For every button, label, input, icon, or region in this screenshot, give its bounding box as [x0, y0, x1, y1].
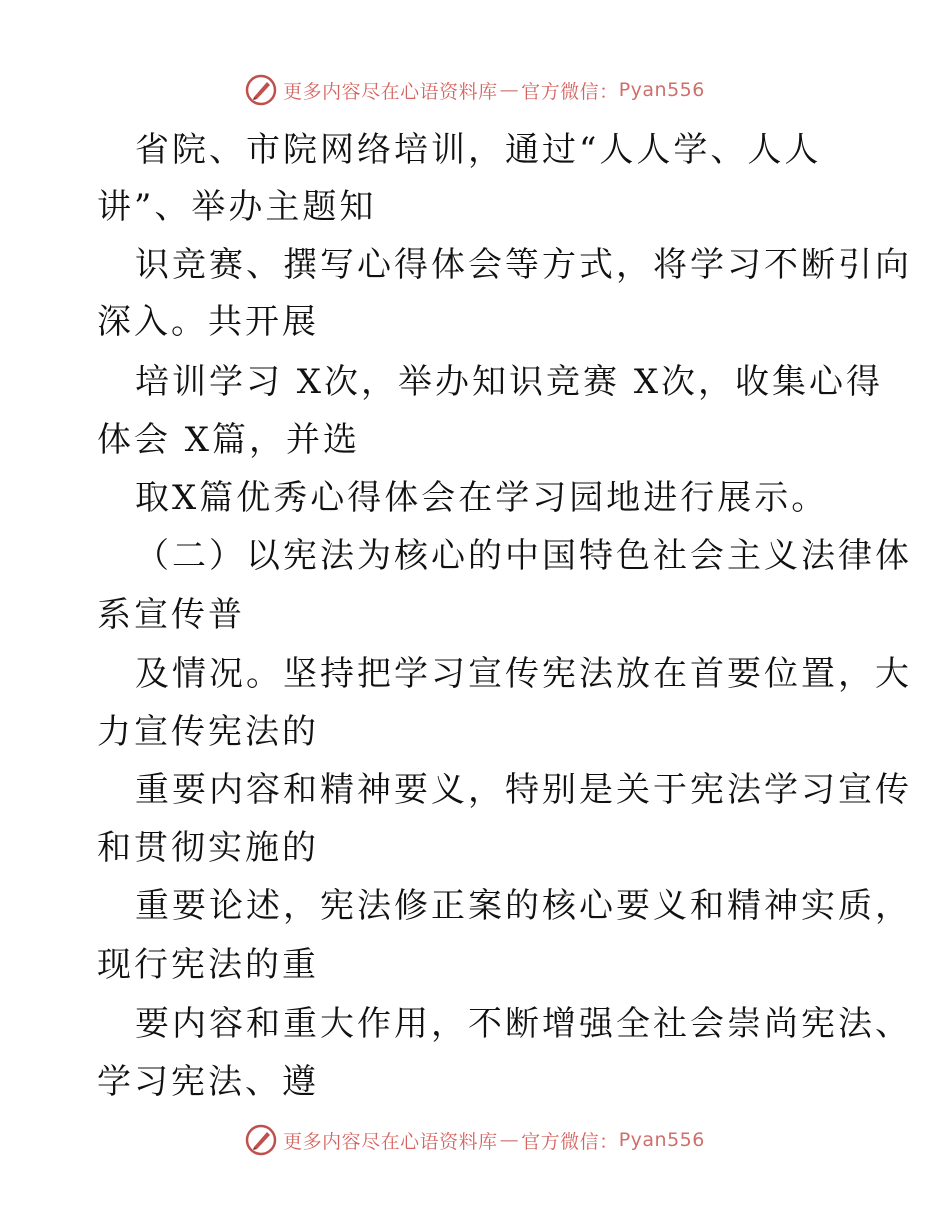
text-line: 讲”、举办主题知: [97, 187, 377, 227]
header-watermark: [0, 70, 950, 110]
text-line: 要内容和重大作用，不断增强全社会崇尚宪法、: [135, 1004, 912, 1044]
watermark-separator: —: [499, 79, 520, 101]
watermark-text: 更多内容尽在心语资料库: [283, 80, 498, 103]
text-line: 重要内容和精神要义，特别是关于宪法学习宣传: [135, 770, 912, 810]
text-line: 力宣传宪法的: [97, 712, 319, 752]
text-line: 省院、市院网络培训，通过“人人学、人人: [135, 130, 822, 170]
pen-logo-icon: [245, 1124, 277, 1156]
text-line: 学习宪法、遵: [97, 1062, 319, 1102]
text-line: 体会 X篇，并选: [97, 420, 361, 460]
watermark-text: 更多内容尽在心语资料库: [283, 1130, 498, 1153]
text-line: 和贯彻实施的: [97, 828, 319, 868]
watermark-account: Pyan556: [618, 1129, 705, 1151]
watermark-separator: —: [499, 1129, 520, 1151]
text-line: 重要论述，宪法修正案的核心要义和精神实质，: [135, 886, 912, 926]
text-line: 培训学习 X次，举办知识竞赛 X次，收集心得: [135, 362, 884, 402]
watermark-account: Pyan556: [618, 79, 705, 101]
watermark-label: 官方微信：: [521, 1130, 619, 1153]
footer-watermark: [0, 1120, 950, 1160]
text-line: 系宣传普: [97, 595, 245, 635]
pen-logo-icon: [245, 74, 277, 106]
text-line: 深入。共开展: [97, 302, 319, 342]
text-line: 及情况。坚持把学习宣传宪法放在首要位置，大: [135, 654, 912, 694]
text-line: 取X篇优秀心得体会在学习园地进行展示。: [135, 478, 829, 518]
watermark-label: 官方微信：: [521, 80, 619, 103]
section-heading: （二）以宪法为核心的中国特色社会主义法律体: [135, 536, 912, 576]
text-line: 现行宪法的重: [97, 945, 319, 985]
text-line: 识竞赛、撰写心得体会等方式，将学习不断引向: [135, 245, 912, 285]
